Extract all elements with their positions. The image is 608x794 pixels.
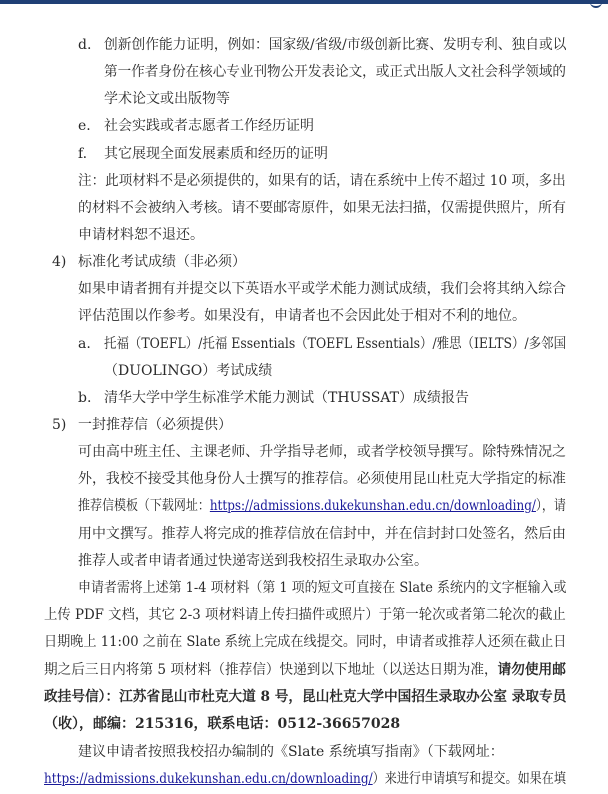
item-a-line-1: 托福（TOEFL）/托福 Essentials（TOEFL Essentials）/雅思（IELTS）/多邻国 [104, 336, 567, 352]
item-e-text: 社会实践或者志愿者工作经历证明 [104, 118, 314, 134]
submission-line-4-bold: 请勿使用邮 [497, 662, 566, 678]
section-5-marker: 5) [52, 417, 67, 433]
item-b-marker: b. [78, 390, 92, 406]
section-5-line-3-text: 推荐信模板（下载网址： [78, 498, 210, 514]
submission-line-1: 申请者需将上述第 1-4 项材料（第 1 项的短文可直接在 Slate 系统内的文字框输入或 [78, 580, 567, 596]
section-5-line-3-tail: ），请 [535, 498, 566, 514]
section-5-line-5: 推荐人或者申请者通过快递寄送到我校招生录取办公室。 [78, 553, 428, 569]
section-5-line-4: 用中文撰写。推荐人将完成的推荐信放在信封中，并在信封封口处签名，然后由 [78, 526, 566, 542]
section-5-line-1: 可由高中班主任、主课老师、升学指导老师，或者学校领导撰写。除特殊情况之 [78, 444, 566, 460]
note-line-3: 申请材料恕不退还。 [78, 227, 204, 243]
guide-download-link[interactable]: https://admissions.dukekunshan.edu.cn/downloading/ [44, 771, 373, 787]
item-e-marker: e. [78, 118, 91, 134]
section-4-intro-line-1: 如果申请者拥有并提交以下英语水平或学术能力测试成绩，我们会将其纳入综合 [78, 281, 566, 297]
submission-line-4-text: 期之后三日内将第 5 项材料（推荐信）快递到以下地址（以送达日期为准， [44, 662, 498, 678]
submission-line-3: 日期晚上 11:00 之前在 Slate 系统上完成在线提交。同时，申请者或推荐人还须在截止日 [44, 634, 567, 650]
contact-info: （收），邮编：215316，联系电话：0512-36657028 [44, 716, 401, 732]
item-f-text: 其它展现全面发展素质和经历的证明 [104, 146, 328, 162]
item-d-line-2: 第一作者身份在核心专业刊物公开发表论文，或正式出版人文社会科学领域的 [104, 64, 567, 80]
section-4-title: 标准化考试成绩（非必须） [78, 254, 246, 270]
item-a-line-2: （DUOLINGO）考试成绩 [104, 363, 273, 379]
section-4-intro-line-2: 评估范围以作参考。如果没有，申请者也不会因此处于相对不利的地位。 [78, 308, 526, 324]
section-5-title: 一封推荐信（必须提供） [78, 417, 232, 433]
item-b-text: 清华大学中学生标准学术能力测试（THUSSAT）成绩报告 [104, 390, 469, 406]
item-d-line-3: 学术论文或出版物等 [104, 91, 230, 107]
note-line-2: 的材料不会被纳入考核。请不要邮寄原件，如果无法扫描，仅需提供照片，所有 [78, 200, 566, 216]
guide-line-2-tail: ）来进行申请填写和提交。如果在填 [372, 771, 566, 787]
note-line-1: 注：此项材料不是必须提供的，如果有的话，请在系统中上传不超过 10 项，多出 [78, 173, 566, 189]
section-4-marker: 4) [52, 254, 67, 270]
download-link[interactable]: https://admissions.dukekunshan.edu.cn/downloading/ [209, 498, 536, 514]
submission-line-2: 上传 PDF 文档，其它 2-3 项材料请上传扫描件或照片）于第一轮次或者第二轮次的截止 [44, 607, 566, 623]
section-5-line-3 [78, 493, 566, 520]
section-5-line-2: 外，我校不接受其他身份人士撰写的推荐信。必须使用昆山杜克大学指定的标准 [78, 471, 566, 487]
item-d-marker: d. [78, 37, 92, 53]
item-f-marker: f. [78, 146, 88, 162]
submission-line-4 [44, 657, 566, 684]
guide-line-2 [44, 766, 566, 793]
guide-line-1: 建议申请者按照我校招办编制的《Slate 系统填写指南》（下载网址： [78, 744, 504, 760]
item-d-line-1: 创新创作能力证明，例如：国家级/省级/市级创新比赛、发明专利、独自或以 [104, 37, 567, 53]
mailing-address: 政挂号信）：江苏省昆山市杜克大道 8 号，昆山杜克大学中国招生录取办公室 录取专员 [44, 689, 567, 705]
item-a-marker: a. [78, 336, 91, 352]
